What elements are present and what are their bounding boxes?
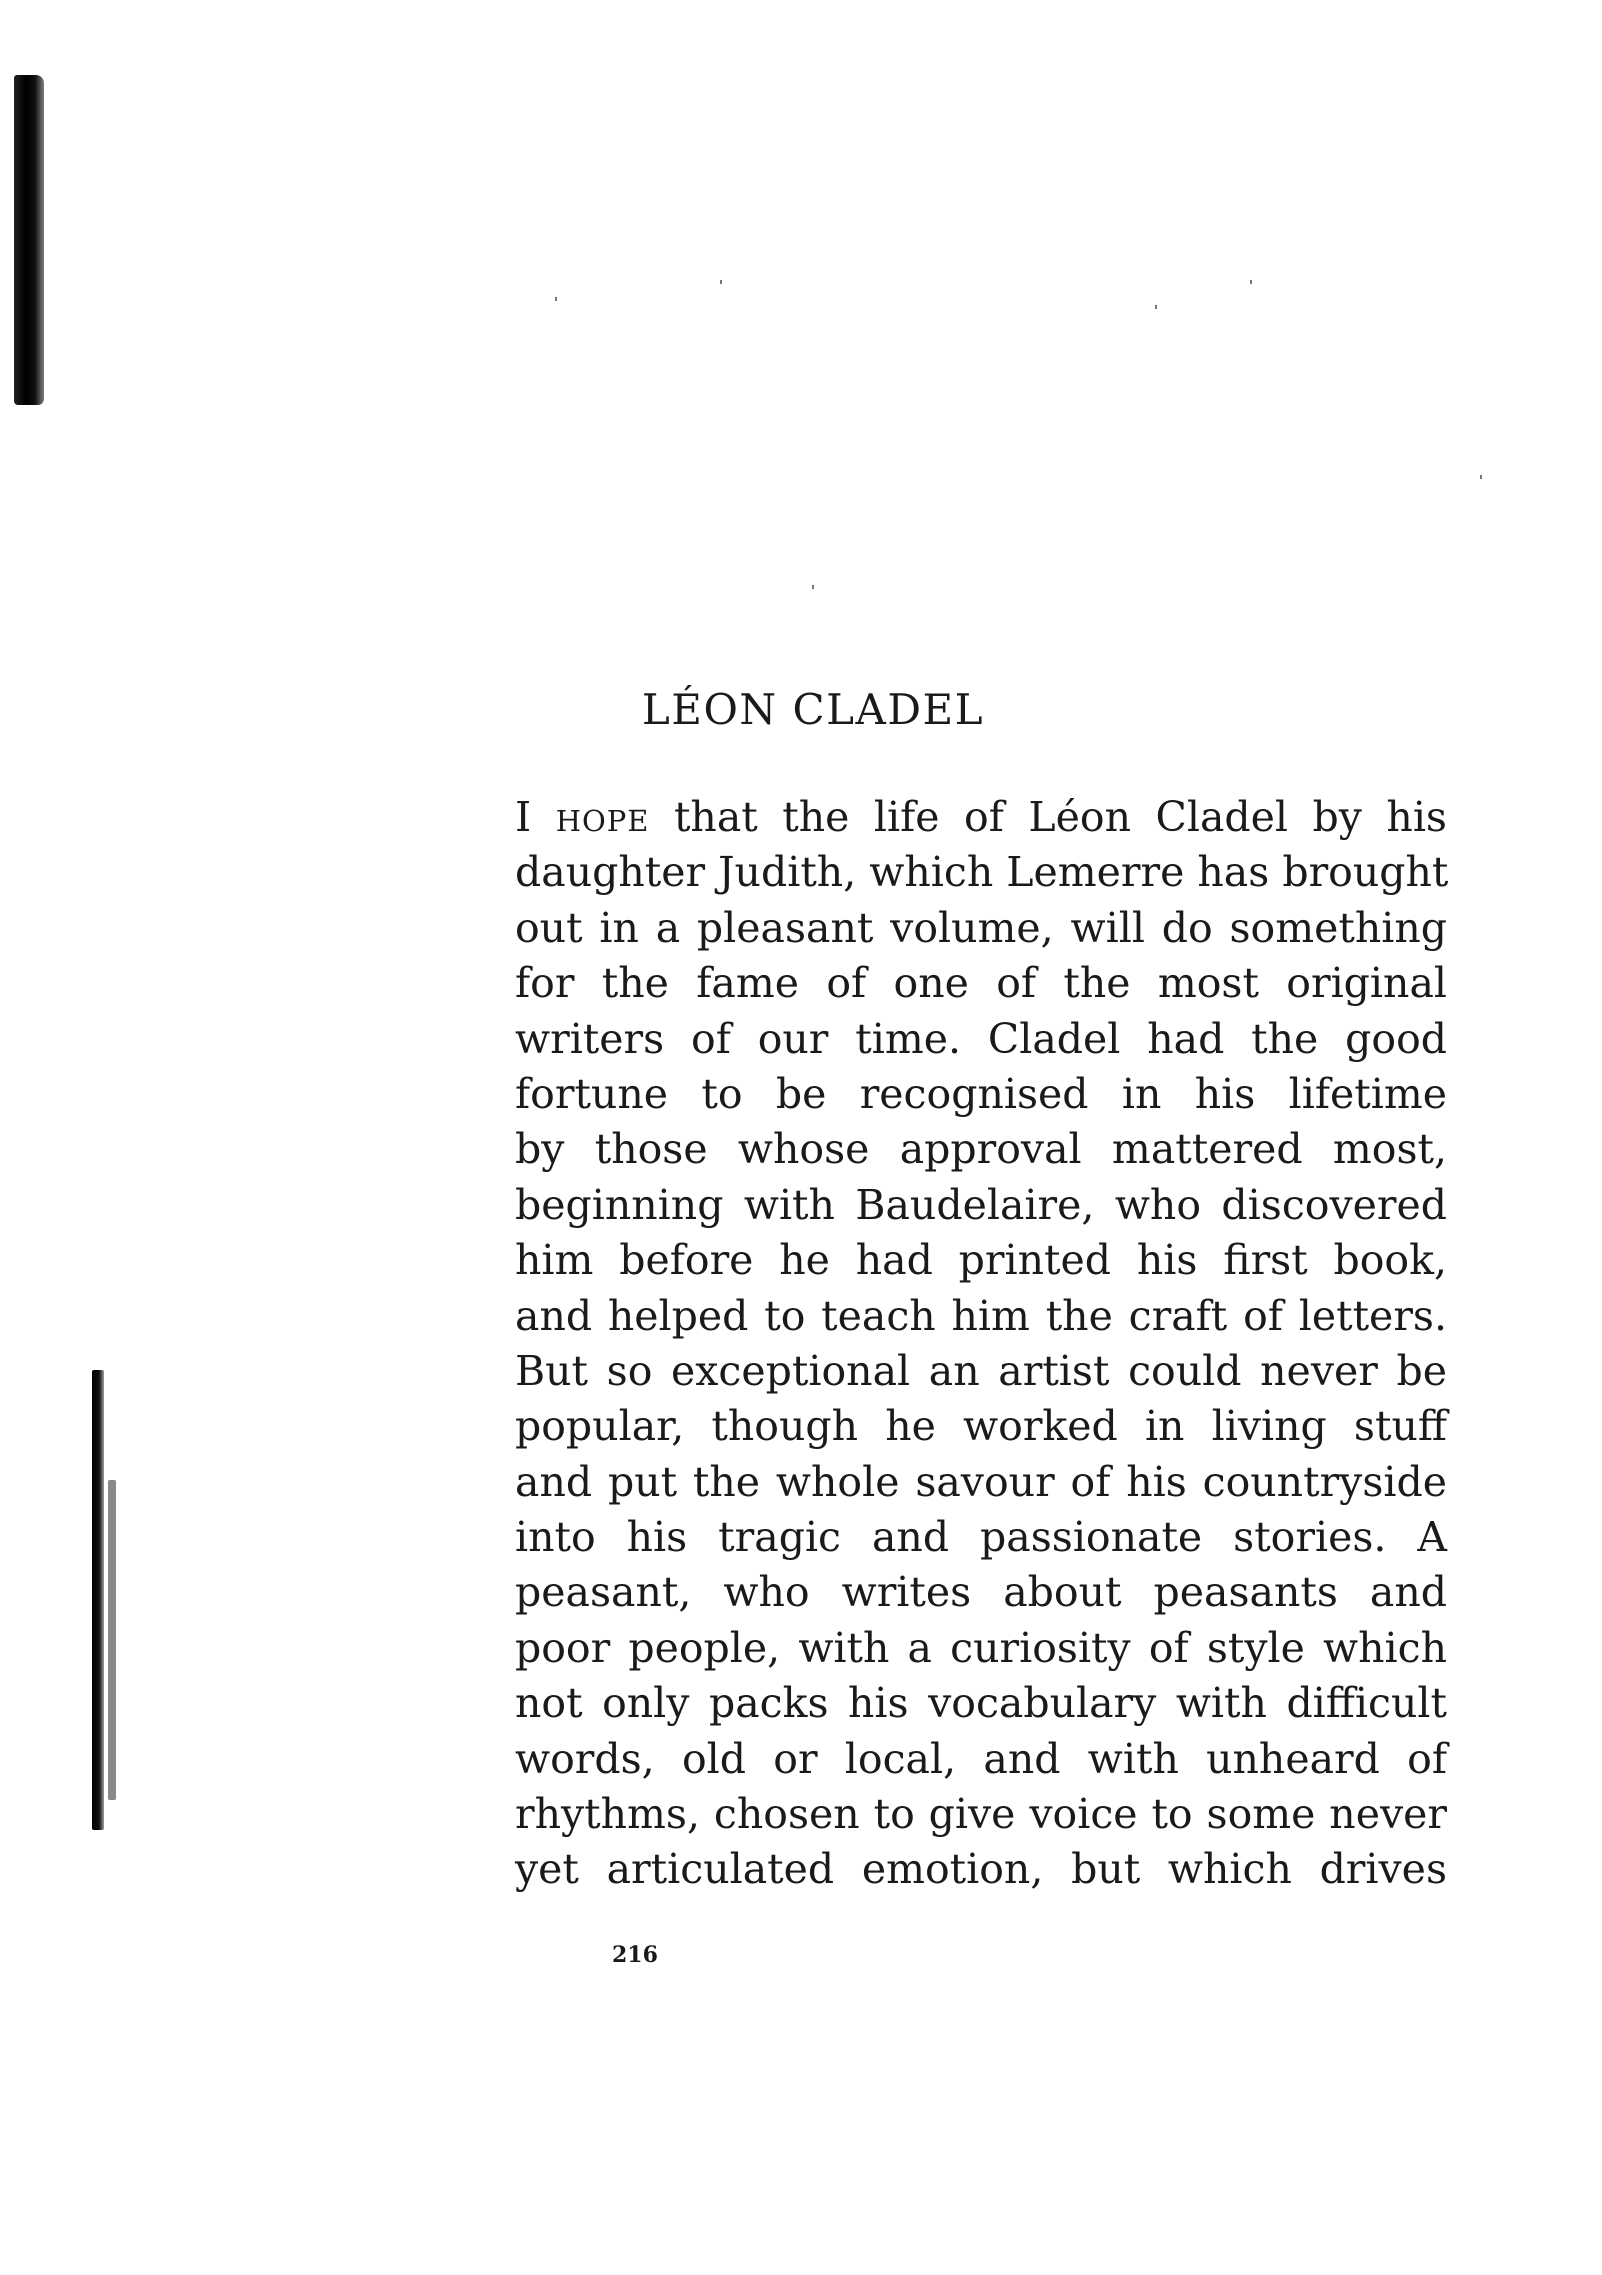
scan-edge-mark <box>92 1370 104 1830</box>
text-line: writers of our time. Cladel had the good <box>515 1014 1447 1063</box>
text-line: peasant, who writes about peasants and <box>515 1568 1447 1617</box>
text-line: daughter Judith, which Lemerre has brought <box>515 848 1449 897</box>
text-line: popular, though he worked in living stuff <box>515 1402 1447 1451</box>
scan-speck <box>555 297 557 301</box>
page-number: 216 <box>612 1942 658 1968</box>
scan-speck <box>1480 475 1482 479</box>
text-line: into his tragic and passionate stories. A <box>515 1513 1447 1562</box>
text-line: words, old or local, and with unheard of <box>515 1734 1447 1783</box>
text-line: But so exceptional an artist could never be <box>515 1346 1447 1395</box>
scan-edge-mark <box>108 1480 116 1800</box>
text-line: poor people, with a curiosity of style which <box>515 1623 1447 1672</box>
scan-speck <box>812 585 814 589</box>
scan-speck <box>720 280 722 284</box>
text-line: and put the whole savour of his countryside <box>515 1457 1447 1506</box>
text-line: rhythms, chosen to give voice to some never <box>515 1790 1447 1839</box>
opening-word: I <box>515 793 532 841</box>
text-line: yet articulated emotion, but which drives <box>515 1845 1447 1894</box>
text-line: out in a pleasant volume, will do something <box>515 903 1447 952</box>
text-line: for the fame of one of the most original <box>515 959 1447 1008</box>
text-line: beginning with Baudelaire, who discovered <box>515 1180 1447 1229</box>
scan-speck <box>1250 280 1252 284</box>
text-line: and helped to teach him the craft of letters. <box>515 1291 1447 1340</box>
text-line: I hope that the life of Léon Cladel by his <box>515 793 1447 841</box>
text-line: not only packs his vocabulary with difficult <box>515 1679 1447 1728</box>
opening-smallcaps: hope <box>555 793 650 841</box>
scan-edge-mark <box>14 75 44 405</box>
chapter-title: LÉON CLADEL <box>641 685 985 734</box>
body-text <box>515 790 1447 1898</box>
text-line: fortune to be recognised in his lifetime <box>515 1069 1447 1118</box>
scan-speck <box>1155 305 1157 309</box>
text-line: him before he had printed his first book, <box>515 1236 1447 1285</box>
text-line: by those whose approval mattered most, <box>515 1125 1447 1174</box>
